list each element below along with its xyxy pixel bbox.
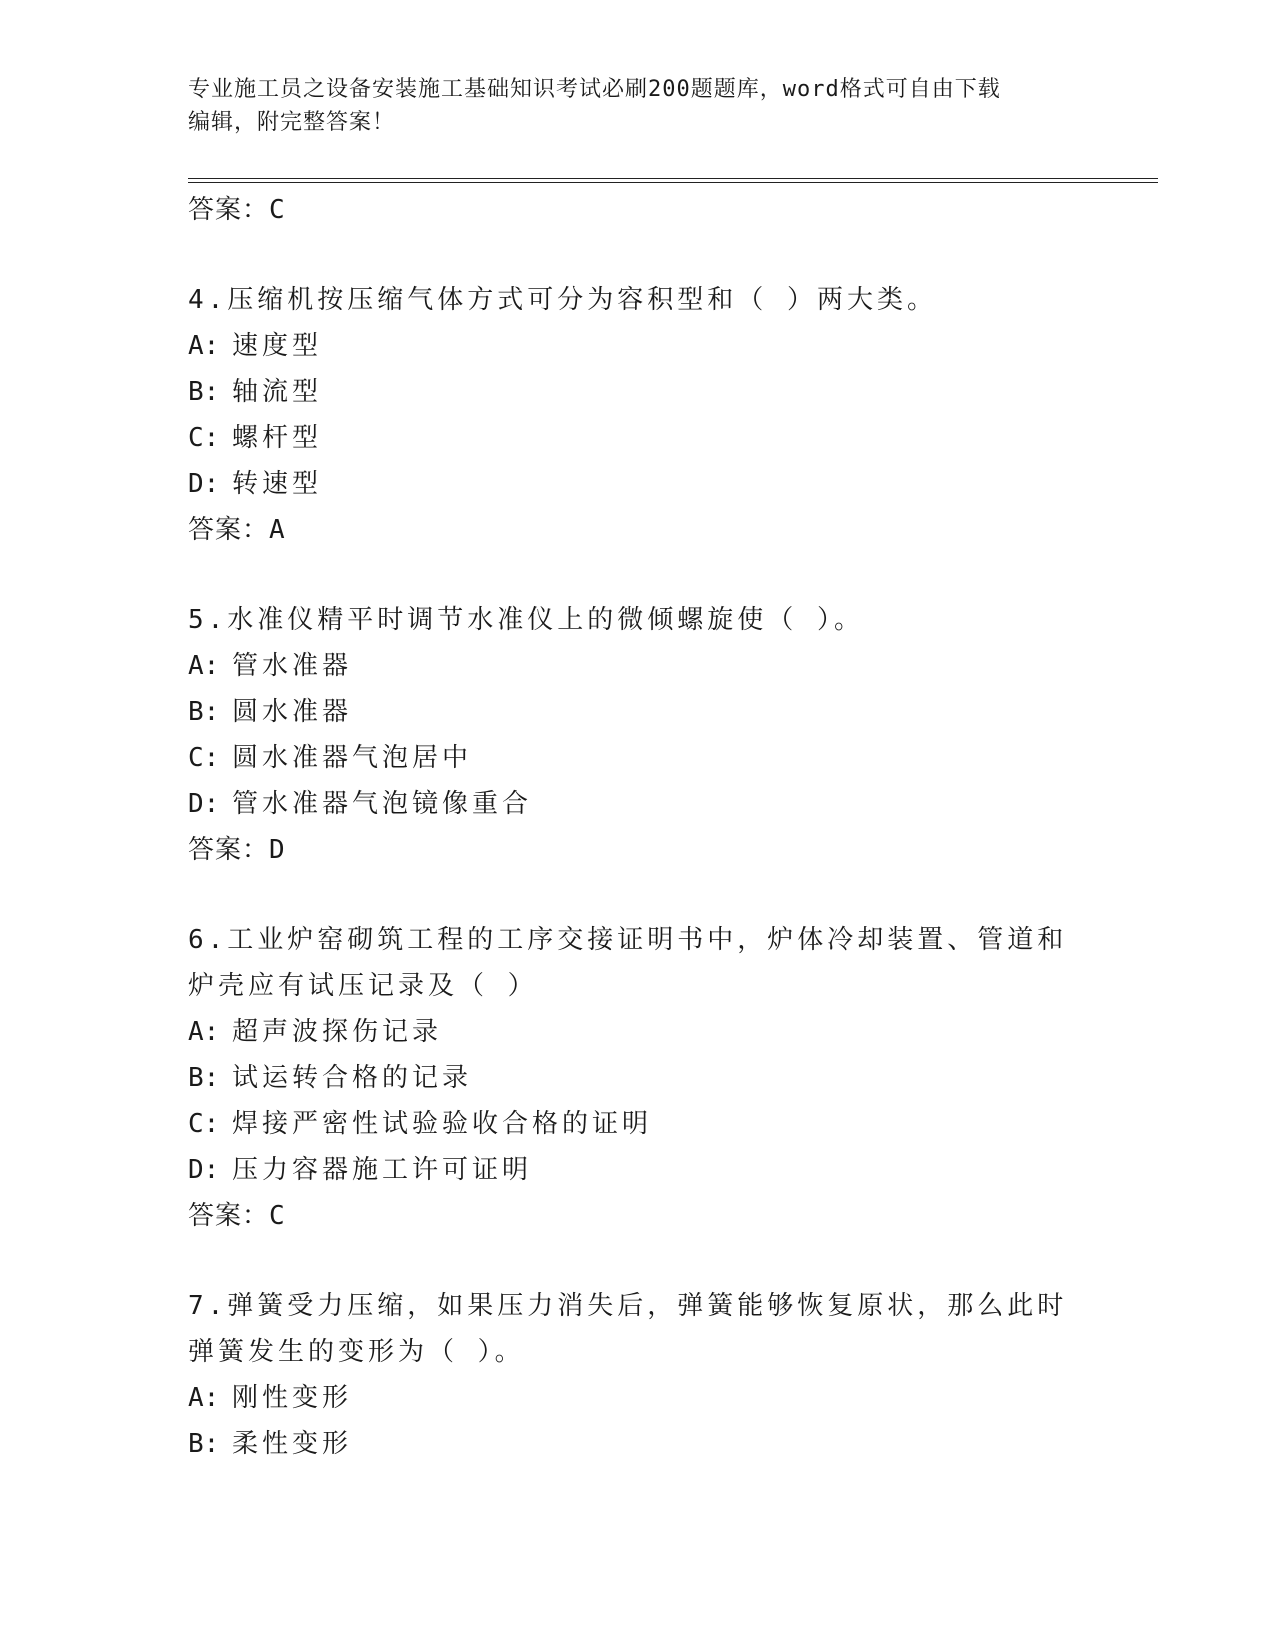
option-key: A: (188, 1383, 220, 1413)
header-divider (188, 178, 1158, 183)
question-answer (188, 827, 1088, 873)
question-stem: 4.压缩机按压缩气体方式可分为容积型和（ ）两大类。 (188, 285, 937, 315)
answer-value: C (269, 195, 286, 225)
option-key: B: (188, 1063, 220, 1093)
option-text: 轴流型 (232, 377, 323, 407)
option-b (188, 1055, 1088, 1101)
option-text: 圆水准器气泡居中 (232, 743, 473, 773)
question-answer (188, 507, 1088, 553)
previous-answer (188, 187, 1088, 233)
option-text: 压力容器施工许可证明 (232, 1155, 533, 1185)
option-b (188, 689, 1088, 735)
option-key: D: (188, 1155, 220, 1185)
option-text: 刚性变形 (232, 1383, 353, 1413)
answer-label: 答案： (188, 515, 270, 545)
question-6 (188, 917, 1088, 1239)
option-key: C: (188, 423, 220, 453)
question-7 (188, 1283, 1088, 1467)
option-text: 管水准器气泡镜像重合 (232, 789, 533, 819)
option-text: 螺杆型 (232, 423, 323, 453)
header-line-2: 编辑，附完整答案！ (188, 110, 396, 135)
answer-label: 答案： (188, 195, 270, 225)
answer-value: D (269, 835, 286, 865)
option-text: 超声波探伤记录 (232, 1017, 443, 1047)
document-body (188, 187, 1088, 1467)
option-key: A: (188, 331, 220, 361)
question-stem: 5.水准仪精平时调节水准仪上的微倾螺旋使（ ）。 (188, 605, 864, 635)
option-key: C: (188, 743, 220, 773)
option-b (188, 369, 1088, 415)
option-a (188, 1375, 1088, 1421)
option-a (188, 323, 1088, 369)
option-text: 柔性变形 (232, 1429, 353, 1459)
option-key: D: (188, 469, 220, 499)
question-stem: 7.弹簧受力压缩，如果压力消失后，弹簧能够恢复原状，那么此时弹簧发生的变形为（ ）。 (188, 1291, 1068, 1367)
question-4 (188, 277, 1088, 553)
option-d (188, 461, 1088, 507)
answer-value: C (269, 1201, 286, 1231)
question-answer (188, 1193, 1088, 1239)
answer-label: 答案： (188, 835, 270, 865)
header-line-1: 专业施工员之设备安装施工基础知识考试必刷200题题库，word格式可自由下载 (188, 77, 1001, 102)
option-key: B: (188, 697, 220, 727)
option-d (188, 1147, 1088, 1193)
option-key: A: (188, 651, 220, 681)
option-c (188, 415, 1088, 461)
option-key: B: (188, 1429, 220, 1459)
option-key: B: (188, 377, 220, 407)
option-key: A: (188, 1017, 220, 1047)
option-c (188, 735, 1088, 781)
document-header (188, 73, 1088, 139)
answer-value: A (269, 515, 286, 545)
option-c (188, 1101, 1088, 1147)
option-text: 转速型 (232, 469, 323, 499)
answer-label: 答案： (188, 1201, 270, 1231)
option-text: 试运转合格的记录 (232, 1063, 473, 1093)
question-stem: 6.工业炉窑砌筑工程的工序交接证明书中，炉体冷却装置、管道和炉壳应有试压记录及（ ） (188, 925, 1068, 1001)
option-b (188, 1421, 1088, 1467)
option-a (188, 643, 1088, 689)
option-key: D: (188, 789, 220, 819)
option-text: 圆水准器 (232, 697, 353, 727)
option-text: 管水准器 (232, 651, 353, 681)
option-d (188, 781, 1088, 827)
option-text: 焊接严密性试验验收合格的证明 (232, 1109, 653, 1139)
option-key: C: (188, 1109, 220, 1139)
option-text: 速度型 (232, 331, 323, 361)
option-a (188, 1009, 1088, 1055)
question-5 (188, 597, 1088, 873)
